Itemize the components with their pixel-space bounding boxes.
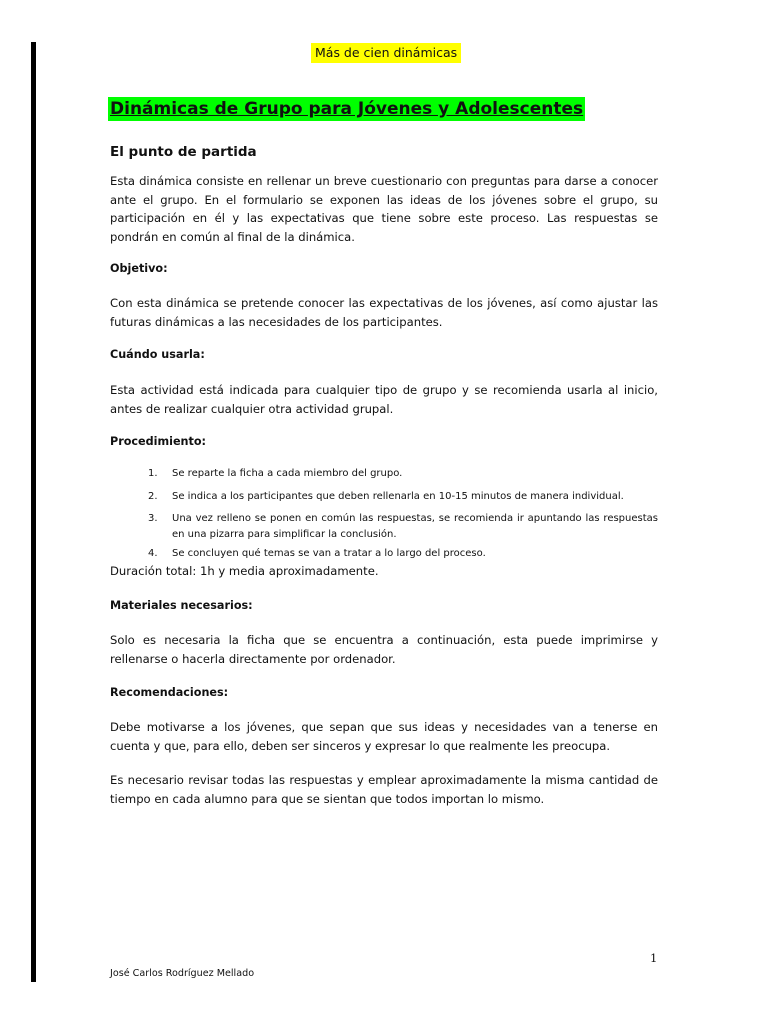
materiales-heading: Materiales necesarios: — [110, 599, 253, 612]
step-number: 4. — [148, 548, 158, 559]
recomendaciones-heading: Recomendaciones: — [110, 686, 229, 699]
step-number: 3. — [148, 513, 158, 524]
step-text: Una vez relleno se ponen en común las respuestas, se recomienda ir apuntando las respuestas en una pizarra para simplificar la conclusión. — [172, 513, 658, 540]
objetivo-heading: Objetivo: — [110, 262, 168, 275]
step-number: 2. — [148, 491, 158, 502]
objetivo-paragraph: Con esta dinámica se pretende conocer las expectativas de los jóvenes, así como ajustar las futuras dinámicas a las necesidades de los participantes. — [110, 296, 658, 329]
cuando-heading: Cuándo usarla: — [110, 348, 205, 361]
document-title: Dinámicas de Grupo para Jóvenes y Adolescentes — [110, 99, 584, 119]
intro-paragraph: Esta dinámica consiste en rellenar un breve cuestionario con preguntas para darse a conocer ante el grupo. En el formulario se exponen las ideas de los jóvenes sobre el grupo, su participación en él y las expectativas que tiene sobre este proceso. Las respuestas se pondrán en común al final de la dinámica. — [110, 174, 658, 244]
page-margin-bar — [31, 42, 36, 982]
recomendaciones-paragraph-2: Es necesario revisar todas las respuestas y emplear aproximadamente la misma cantidad de tiempo en cada alumno para que se sientan que todos importan lo mismo. — [110, 773, 658, 806]
cuando-paragraph: Esta actividad está indicada para cualquier tipo de grupo y se recomienda usarla al inicio, antes de realizar cualquier otra actividad grupal. — [110, 383, 658, 416]
step-text: Se reparte la ficha a cada miembro del grupo. — [172, 468, 403, 479]
recomendaciones-paragraph-1: Debe motivarse a los jóvenes, que sepan que sus ideas y necesidades van a tenerse en cuenta y que, para ello, deben ser sinceros y expresar lo que realmente les preocupa. — [110, 720, 658, 753]
procedimiento-heading: Procedimiento: — [110, 435, 207, 448]
header-tag: Más de cien dinámicas — [311, 43, 461, 63]
section-title: El punto de partida — [110, 144, 257, 160]
step-text: Se concluyen qué temas se van a tratar a lo largo del proceso. — [172, 548, 486, 559]
page-number: 1 — [650, 951, 658, 965]
step-text: Se indica a los participantes que deben rellenarla en 10-15 minutos de manera individual. — [172, 491, 624, 502]
step-number: 1. — [148, 468, 158, 479]
footer-author: José Carlos Rodríguez Mellado — [110, 968, 255, 979]
duration-line: Duración total: 1h y media aproximadamente. — [110, 564, 379, 578]
materiales-paragraph: Solo es necesaria la ficha que se encuentra a continuación, esta puede imprimirse y rellenarse o hacerla directamente por ordenador. — [110, 633, 658, 666]
